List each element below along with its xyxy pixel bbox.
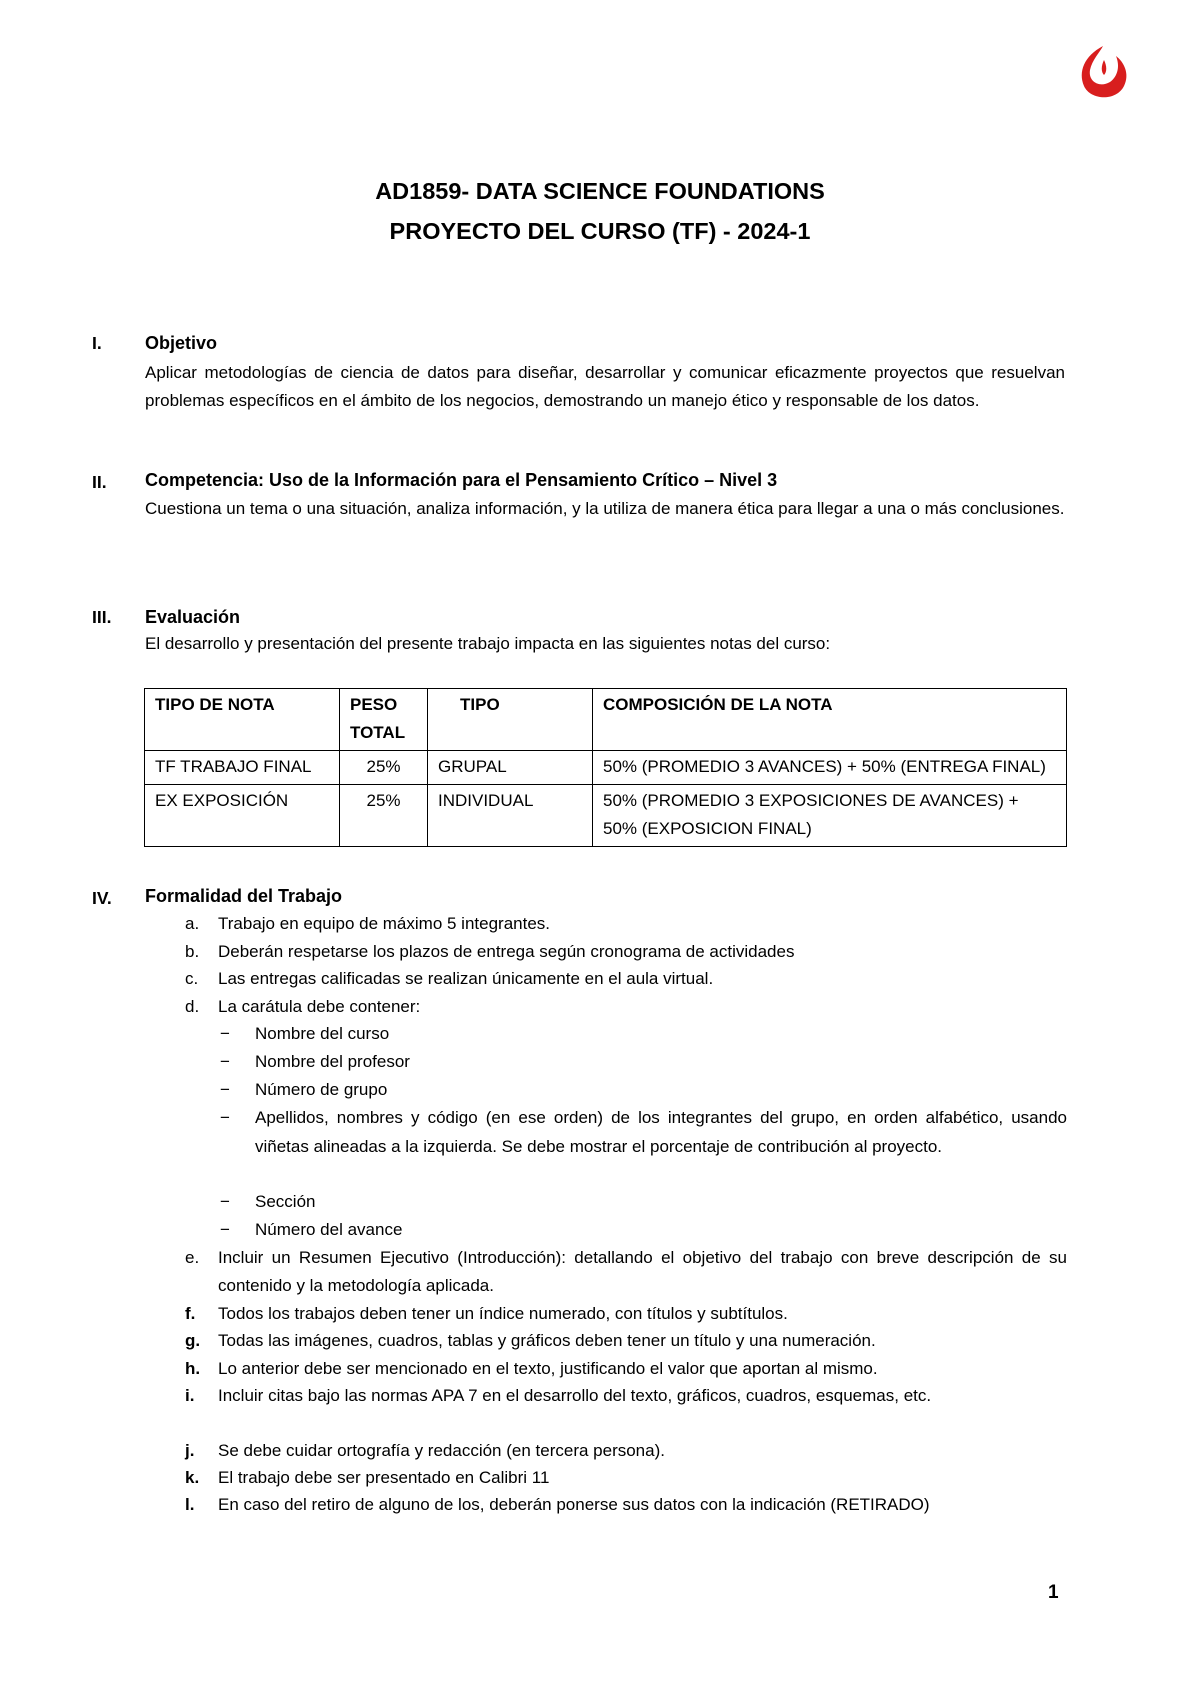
- sub-list-item: [145, 1020, 1067, 1049]
- document-title: AD1859- DATA SCIENCE FOUNDATIONS: [375, 178, 825, 204]
- table-cell: 50% (PROMEDIO 3 EXPOSICIONES DE AVANCES) + 50% (EXPOSICION FINAL): [593, 785, 1067, 847]
- dash-marker: −: [220, 1052, 230, 1071]
- dash-marker: −: [220, 1220, 230, 1239]
- sub-list-item-text: Sección: [255, 1192, 316, 1211]
- list-item: [145, 1327, 1067, 1355]
- section-number: III.: [92, 607, 112, 627]
- list-item: [145, 965, 1067, 993]
- sub-list-item-text: Número del avance: [255, 1220, 403, 1239]
- table-row: [145, 785, 1067, 847]
- list-item-text: Todos los trabajos deben tener un índice numerado, con títulos y subtítulos.: [218, 1304, 788, 1323]
- list-item: [145, 1382, 1067, 1410]
- table-cell: GRUPAL: [428, 751, 593, 785]
- table-header-cell: COMPOSICIÓN DE LA NOTA: [593, 689, 1067, 751]
- table-header-cell: PESO TOTAL: [340, 689, 428, 751]
- table-cell: 50% (PROMEDIO 3 AVANCES) + 50% (ENTREGA FINAL): [593, 751, 1067, 785]
- list-item: [145, 1437, 1067, 1465]
- dash-marker: −: [220, 1108, 230, 1127]
- sub-list-item: [145, 1076, 1067, 1105]
- section-number: IV.: [92, 888, 112, 908]
- list-item-text: La carátula debe contener:: [218, 997, 421, 1016]
- sub-list-item: [145, 1188, 1067, 1217]
- list-marker: j.: [185, 1441, 195, 1460]
- section-number: II.: [92, 472, 107, 492]
- sub-list-item-text: Apellidos, nombres y código (en ese orden) de los integrantes del grupo, en orden alfabético, usando viñetas alineadas a la izquierda. Se debe mostrar el porcentaje de contribución al proyecto.: [255, 1108, 1067, 1156]
- sub-list-item-text: Número de grupo: [255, 1080, 388, 1099]
- dash-marker: −: [220, 1024, 230, 1043]
- upc-flame-logo-icon: [1070, 42, 1136, 108]
- list-item: [145, 1464, 1067, 1492]
- section-title-objetivo: Objetivo: [145, 333, 218, 353]
- section-title-evaluacion: Evaluación: [145, 607, 241, 627]
- list-item-text: Trabajo en equipo de máximo 5 integrantes.: [218, 914, 551, 933]
- table-row: [145, 751, 1067, 785]
- table-header-cell: TIPO: [428, 689, 593, 751]
- sub-list-item-text: Nombre del curso: [255, 1024, 390, 1043]
- section-title-competencia: Competencia: Uso de la Información para el Pensamiento Crítico – Nivel 3: [145, 470, 778, 490]
- list-marker: h.: [185, 1359, 201, 1378]
- list-marker: g.: [185, 1331, 201, 1350]
- list-item-text: Todas las imágenes, cuadros, tablas y gráficos deben tener un título y una numeración.: [218, 1331, 876, 1350]
- table-cell: TF TRABAJO FINAL: [145, 751, 340, 785]
- list-item: [145, 938, 1067, 966]
- section-body-evaluacion: El desarrollo y presentación del presente trabajo impacta en las siguientes notas del curso:: [145, 634, 831, 653]
- dash-marker: −: [220, 1192, 230, 1211]
- list-marker: b.: [185, 942, 200, 961]
- list-marker: k.: [185, 1468, 200, 1487]
- list-marker: e.: [185, 1248, 200, 1267]
- list-item: [145, 993, 1067, 1021]
- document-subtitle: PROYECTO DEL CURSO (TF) - 2024-1: [389, 218, 811, 244]
- list-item: [145, 910, 1067, 938]
- table-cell: INDIVIDUAL: [428, 785, 593, 847]
- list-item: [145, 1300, 1067, 1328]
- list-item-text: Deberán respetarse los plazos de entrega según cronograma de actividades: [218, 942, 795, 961]
- table-header-cell: TIPO DE NOTA: [145, 689, 340, 751]
- list-marker: l.: [185, 1495, 195, 1514]
- section-body-competencia: Cuestiona un tema o una situación, analiza información, y la utiliza de manera ética para llegar a una o más conclusiones.: [145, 499, 1065, 518]
- table-header-row: [145, 689, 1067, 751]
- table-cell: 25%: [340, 751, 428, 785]
- section-title-formalidad: Formalidad del Trabajo: [145, 886, 343, 906]
- section-body-objetivo: Aplicar metodologías de ciencia de datos para diseñar, desarrollar y comunicar eficazmente proyectos que resuelvan problemas específicos en el ámbito de los negocios, demostrando un manejo ético y responsable de los datos.: [145, 363, 1065, 410]
- sub-list-item: [145, 1104, 1067, 1161]
- list-marker: d.: [185, 997, 200, 1016]
- dash-marker: −: [220, 1080, 230, 1099]
- sub-list-item: [145, 1048, 1067, 1077]
- list-item-text: Se debe cuidar ortografía y redacción (en tercera persona).: [218, 1441, 665, 1460]
- list-item: [145, 1491, 1067, 1519]
- list-marker: f.: [185, 1304, 196, 1323]
- list-marker: a.: [185, 914, 200, 933]
- table-cell: 25%: [340, 785, 428, 847]
- list-item-text: En caso del retiro de alguno de los, deberán ponerse sus datos con la indicación (RETIRADO): [218, 1495, 930, 1514]
- list-item: [145, 1355, 1067, 1383]
- table-cell: EX EXPOSICIÓN: [145, 785, 340, 847]
- page-number: 1: [1048, 1582, 1059, 1603]
- list-item-text: Incluir un Resumen Ejecutivo (Introducción): detallando el objetivo del trabajo con breve descripción de su contenido y la metodología aplicada.: [218, 1248, 1067, 1295]
- list-item-text: Incluir citas bajo las normas APA 7 en el desarrollo del texto, gráficos, cuadros, esquemas, etc.: [218, 1386, 932, 1405]
- section-number: I.: [92, 333, 102, 353]
- grades-table: [144, 688, 1067, 847]
- sub-list-item-text: Nombre del profesor: [255, 1052, 410, 1071]
- list-marker: c.: [185, 969, 199, 988]
- list-item: [145, 1244, 1067, 1300]
- list-item-text: Las entregas calificadas se realizan únicamente en el aula virtual.: [218, 969, 714, 988]
- sub-list-item: [145, 1216, 1067, 1245]
- list-marker: i.: [185, 1386, 195, 1405]
- list-item-text: El trabajo debe ser presentado en Calibri 11: [218, 1468, 550, 1487]
- list-item-text: Lo anterior debe ser mencionado en el texto, justificando el valor que aportan al mismo.: [218, 1359, 878, 1378]
